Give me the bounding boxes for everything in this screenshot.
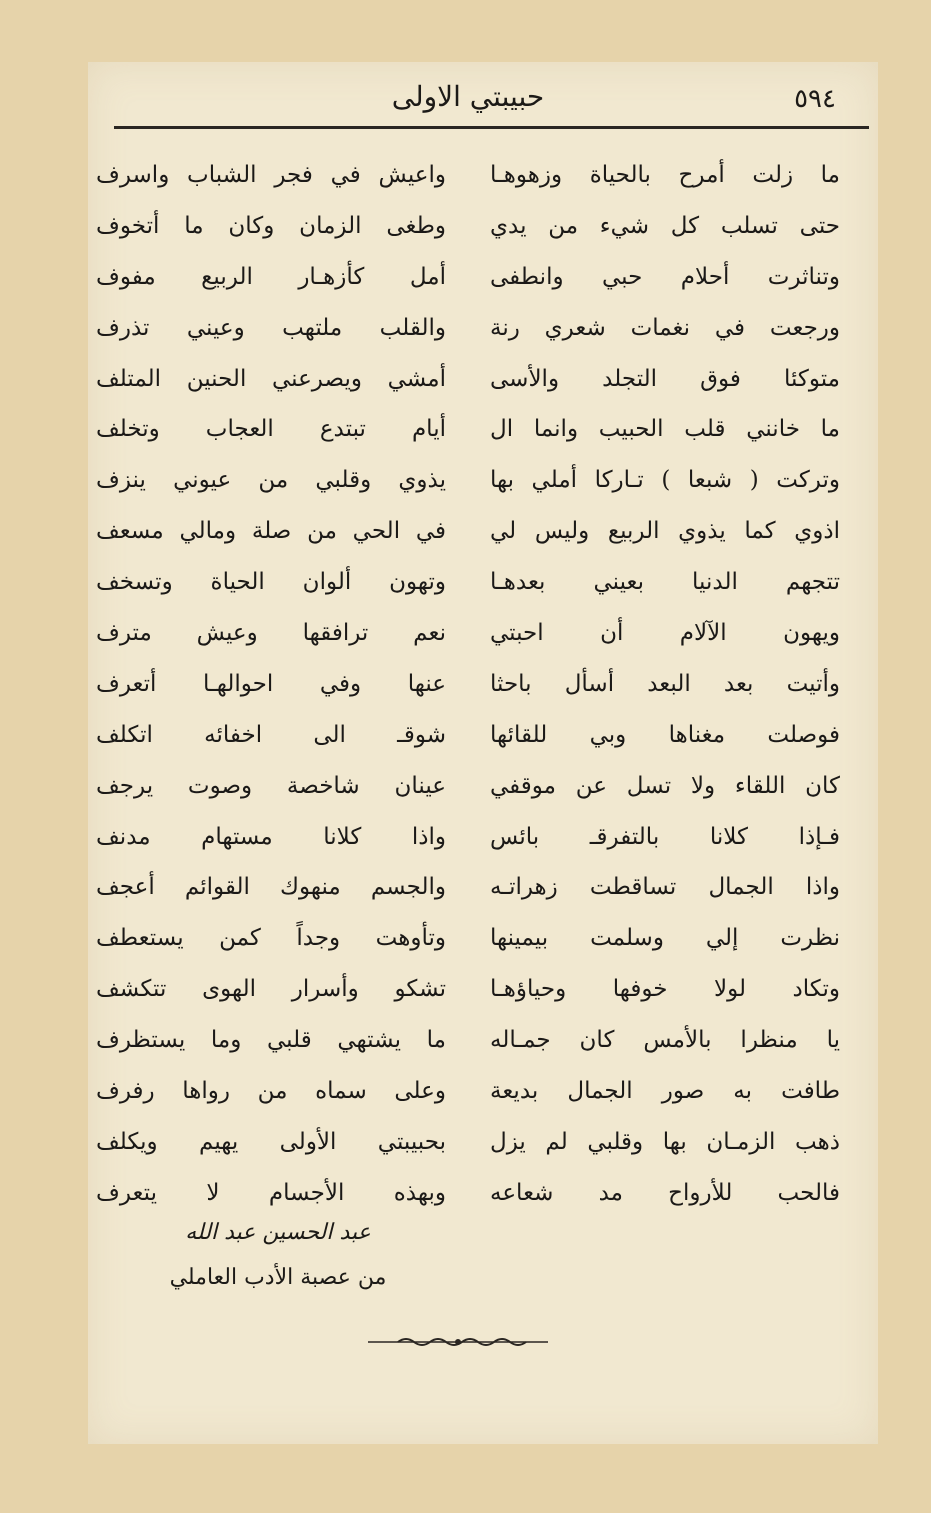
- verse-line: وتأوهت وجداً كمن يستعطف: [96, 925, 446, 952]
- verse-line: وتكاد لولا خوفها وحياؤهـا: [490, 976, 840, 1003]
- verse-line: واعيش في فجر الشباب واسرف: [96, 162, 446, 188]
- verse-line: وتركت ( شبعا ) تـاركا أملي بها: [490, 467, 840, 494]
- verse-line: حتى تسلب كل شيء من يدي: [490, 212, 840, 239]
- ornament-divider: [358, 1332, 558, 1352]
- verse-line: طافت به صور الجمال بديعة: [490, 1078, 840, 1105]
- header-rule: [114, 126, 869, 129]
- verse-line: كان اللقاء ولا تسل عن موقفي: [490, 772, 840, 799]
- verse-line: فوصلت مغناها وبي للقائها: [490, 721, 840, 748]
- verse-line: اذوي كما يذوي الربيع وليس لي: [490, 518, 840, 545]
- verse-line: ما زلت أمرح بالحياة وزهوهـا: [490, 162, 840, 188]
- verse-line: متوكئا فوق التجلد والأسى: [490, 365, 840, 392]
- verse-line: والجسم منهوك القوائم أعجف: [96, 874, 446, 901]
- verse-line: أمل كأزهـار الربيع مفوف: [96, 263, 446, 290]
- verse-line: فـإذا كلانا بالتفرقـ بائس: [490, 823, 840, 850]
- verse-line: واذا الجمال تساقطت زهراتـه: [490, 874, 840, 901]
- verse-line: ما يشتهي قلبي وما يستظرف: [96, 1027, 446, 1054]
- verse-line: واذا كلانا مستهام مدنف: [96, 823, 446, 850]
- verse-line: في الحي من صلة ومالي مسعف: [96, 518, 446, 545]
- poem-left-column: [96, 150, 446, 1219]
- page-header: [88, 80, 878, 124]
- verse-line: أمشي ويصرعني الحنين المتلف: [96, 365, 446, 392]
- verse-line: يا منظرا بالأمس كان جمـاله: [490, 1027, 840, 1054]
- verse-line: نظرت إلي وسلمت بيمينها: [490, 925, 840, 952]
- verse-line: ويهون الآلام أن احبتي: [490, 620, 840, 647]
- verse-line: نعم ترافقها وعيش مترف: [96, 620, 446, 647]
- page-number: ٥٩٤: [794, 84, 836, 114]
- author-affiliation: من عصبة الأدب العاملي: [169, 1265, 387, 1290]
- verse-line: فالحب للأرواح مد شعاعه: [490, 1179, 840, 1206]
- poem-right-column: [490, 150, 840, 1219]
- verse-line: وطغى الزمان وكان ما أتخوف: [96, 212, 446, 239]
- verse-line: يذوي وقلبي من عيوني ينزف: [96, 467, 446, 494]
- verse-line: تشكو وأسرار الهوى تتكشف: [96, 976, 446, 1003]
- verse-line: وعلى سماه من رواها رفرف: [96, 1078, 446, 1105]
- verse-line: وتناثرت أحلام حبي وانطفى: [490, 263, 840, 290]
- verse-line: بحبيبتي الأولى يهيم ويكلف: [96, 1128, 446, 1155]
- book-page: [88, 62, 878, 1444]
- verse-line: عينان شاخصة وصوت يرجف: [96, 772, 446, 799]
- verse-line: والقلب ملتهب وعيني تذرف: [96, 314, 446, 341]
- running-title: حبيبتي الاولى: [391, 80, 545, 113]
- verse-line: ما خانني قلب الحبيب وانما ال: [490, 416, 840, 443]
- verse-line: ورجعت في نغمات شعري رنة: [490, 314, 840, 341]
- verse-line: عنها وفي احوالهـا أتعرف: [96, 670, 446, 697]
- verse-line: ذهب الزمـان بها وقلبي لم يزل: [490, 1128, 840, 1155]
- author-signature: عبد الحسين عبد الله: [185, 1220, 371, 1245]
- verse-line: وتهون ألوان الحياة وتسخف: [96, 569, 446, 596]
- verse-line: تتجهم الدنيا بعيني بعدهـا: [490, 569, 840, 596]
- verse-line: شوقـ الى اخفائه اتكلف: [96, 721, 446, 748]
- verse-line: أيام تبتدع العجاب وتخلف: [96, 416, 446, 443]
- verse-line: وأتيت بعد البعد أسأل باحثا: [490, 670, 840, 697]
- verse-line: وبهذه الأجسام لا يتعرف: [96, 1179, 446, 1206]
